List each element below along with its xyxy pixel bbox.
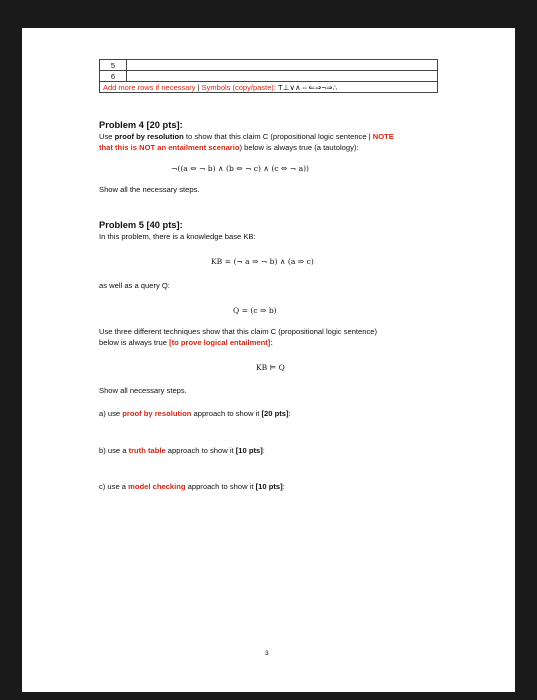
part-c-text2: approach to show it (185, 482, 256, 491)
part-a-text: a) use (99, 409, 123, 418)
part-c-points: [10 pts] (255, 482, 283, 491)
problem4-formula: ¬((a ⇔ ¬ b) ∧ (b ⇔ ¬ c) ∧ (c ⇔ ¬ a)) (171, 164, 310, 173)
p4-bold: proof by resolution (114, 132, 184, 141)
row-cell[interactable] (127, 60, 438, 71)
part-b-text: b) use a (99, 446, 129, 455)
symbols-label: Symbols (copy/paste): (201, 82, 278, 92)
p5-use-line1: Use three different techniques show that this claim C (propositional logic sentence) (99, 327, 378, 336)
part-a-text2: approach to show it (191, 409, 262, 418)
table-note-row (100, 82, 438, 93)
part-a (99, 409, 291, 420)
part-c-colon: : (282, 482, 285, 491)
problem4-steps: Show all the necessary steps. (99, 185, 200, 194)
part-b-colon: : (262, 446, 265, 455)
part-b (99, 446, 265, 457)
p4-note: NOTE (372, 132, 394, 141)
kb-formula: KB = (¬ a ⇒ ¬ b) ∧ (a ⇒ c) (211, 257, 314, 266)
problem5-intro: In this problem, there is a knowledge base KB: (99, 232, 256, 241)
row-number: 6 (100, 71, 127, 82)
table-row (100, 71, 438, 82)
problem5-instructions (99, 327, 444, 348)
entailment-formula: KB ⊨ Q (256, 363, 285, 372)
page-number: 3 (265, 650, 269, 657)
part-a-method: proof by resolution (122, 409, 192, 418)
table-note (100, 82, 438, 93)
row-number: 5 (100, 60, 127, 71)
document-page (22, 28, 515, 692)
part-c (99, 482, 285, 493)
part-c-text: c) use a (99, 482, 129, 491)
part-b-text2: approach to show it (165, 446, 236, 455)
p5-use-line2: below is always true (99, 337, 170, 347)
p5-entailment-note: [to prove logical entailment]: (169, 337, 273, 347)
problem4-description (99, 132, 444, 153)
add-rows-note: Add more rows if necessary (103, 82, 196, 92)
p4-text-a: Use (99, 132, 115, 141)
problem5-steps: Show all necessary steps. (99, 386, 187, 395)
symbols-list: T⊥∨∧⇔⇐⇒¬⇒∴ (277, 82, 338, 92)
part-c-method: model checking (128, 482, 186, 491)
problem4-title: Problem 4 [20 pts]: (99, 120, 183, 130)
answer-table (99, 59, 438, 93)
row-cell[interactable] (127, 71, 438, 82)
part-a-points: [20 pts] (261, 409, 289, 418)
query-formula: Q = (c ⇒ b) (233, 306, 277, 315)
part-b-method: truth table (128, 446, 166, 455)
p4-note-line2: that this is NOT an entailment scenario (99, 142, 240, 152)
table-row (100, 60, 438, 71)
part-b-points: [10 pts] (235, 446, 263, 455)
part-a-colon: : (288, 409, 291, 418)
p4-tail: ) below is always true (a tautology): (239, 142, 359, 152)
p4-text-b: to show that this claim C (propositional logic sentence | (183, 132, 373, 141)
problem5-title: Problem 5 [40 pts]: (99, 220, 183, 230)
query-intro: as well as a query Q: (99, 281, 170, 290)
note-separator: | (195, 82, 202, 92)
